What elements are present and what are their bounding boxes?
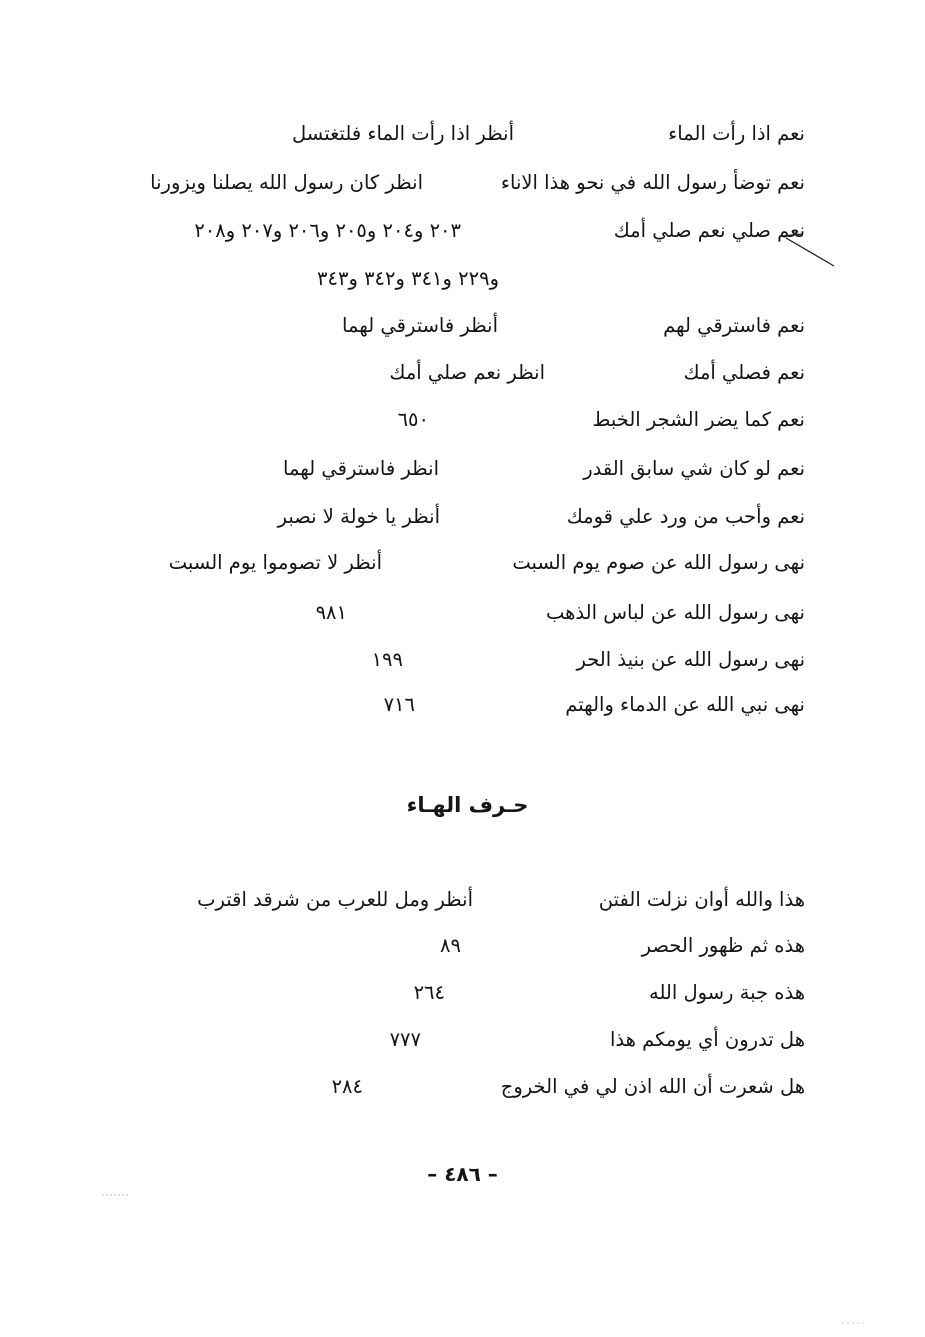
entry-numbers: ٩٨١ — [315, 601, 347, 624]
entry-phrase: نعم وأحب من ورد علي قومك — [566, 505, 805, 528]
entry-reference: أنظر يا خولة لا نصبر — [277, 505, 440, 528]
section-heading: حـرف الهـاء — [406, 793, 529, 817]
entry-reference: انظر فاسترقي لهما — [283, 457, 439, 480]
page-number: – ٤٨٦ – — [427, 1162, 498, 1186]
entry-phrase: نهى نبي الله عن الدماء والهتم — [565, 693, 805, 716]
entry-reference: انظر كان رسول الله يصلنا ويزورنا — [150, 171, 423, 194]
index-entry — [0, 1070, 805, 1104]
entry-phrase: هل تدرون أي يومكم هذا — [610, 1028, 805, 1051]
index-entry — [0, 403, 805, 437]
entry-reference: أنظر لا تصوموا يوم السبت — [168, 551, 382, 574]
index-entry — [0, 976, 805, 1010]
index-entry — [0, 883, 805, 917]
entry-phrase: هذه ثم ظهور الحصر — [641, 934, 805, 957]
index-entry — [0, 309, 805, 343]
entry-phrase: نهى رسول الله عن صوم يوم السبت — [512, 551, 805, 574]
entry-phrase: نعم لو كان شي سابق القدر — [583, 457, 805, 480]
entry-reference: أنظر ومل للعرب من شرقد اقترب — [197, 888, 473, 911]
entry-numbers: ٢٠٣ و٢٠٤ و٢٠٥ و٢٠٦ و٢٠٧ و٢٠٨ — [194, 219, 461, 242]
entry-numbers: ٢٦٤ — [413, 981, 445, 1004]
entry-numbers: ٧٧٧ — [389, 1028, 421, 1051]
entry-phrase: هذه جبة رسول الله — [649, 981, 805, 1004]
entry-phrase: نهى رسول الله عن لباس الذهب — [545, 601, 805, 624]
entry-phrase: نعم صلي نعم صلي أمك — [613, 219, 805, 242]
entry-phrase: هل شعرت أن الله اذن لي في الخروج — [500, 1075, 805, 1098]
entry-numbers: ٧١٦ — [383, 693, 415, 716]
entry-numbers: و٢٢٩ و٣٤١ و٣٤٢ و٣٤٣ — [317, 267, 499, 290]
entry-numbers: ٨٩ — [440, 934, 461, 957]
index-entry — [0, 356, 805, 390]
index-entry — [0, 596, 805, 630]
entry-reference: أنظر اذا رأت الماء فلتغتسل — [292, 122, 514, 145]
index-entry — [0, 166, 805, 200]
index-entry — [0, 1023, 805, 1057]
entry-numbers: ١٩٩ — [371, 648, 403, 671]
scan-speck — [840, 1318, 870, 1328]
pen-stroke-mark — [780, 222, 840, 272]
entry-reference: أنظر فاسترقي لهما — [342, 314, 498, 337]
index-entry — [0, 214, 805, 248]
index-entry — [0, 546, 805, 580]
entry-phrase: نعم توضأ رسول الله في نحو هذا الاناء — [500, 171, 805, 194]
entry-numbers: ٢٨٤ — [331, 1075, 363, 1098]
entry-reference: انظر نعم صلي أمك — [389, 361, 545, 384]
entry-phrase: نهى رسول الله عن بنيذ الحر — [576, 648, 805, 671]
index-entry — [0, 929, 805, 963]
index-entry-continuation — [0, 262, 805, 296]
index-entry — [0, 117, 805, 151]
index-entry — [0, 688, 805, 722]
entry-numbers: ٦٥٠ — [397, 408, 429, 431]
index-entry — [0, 500, 805, 534]
entry-phrase: نعم فصلي أمك — [683, 361, 805, 384]
index-entry — [0, 452, 805, 486]
entry-phrase: نعم اذا رأت الماء — [668, 122, 805, 145]
entry-phrase: نعم كما يضر الشجر الخبط — [592, 408, 805, 431]
entry-phrase: نعم فاسترقي لهم — [663, 314, 805, 337]
entry-phrase: هذا والله أوان نزلت الفتن — [598, 888, 805, 911]
index-entry — [0, 643, 805, 677]
scan-speck — [100, 1185, 140, 1205]
